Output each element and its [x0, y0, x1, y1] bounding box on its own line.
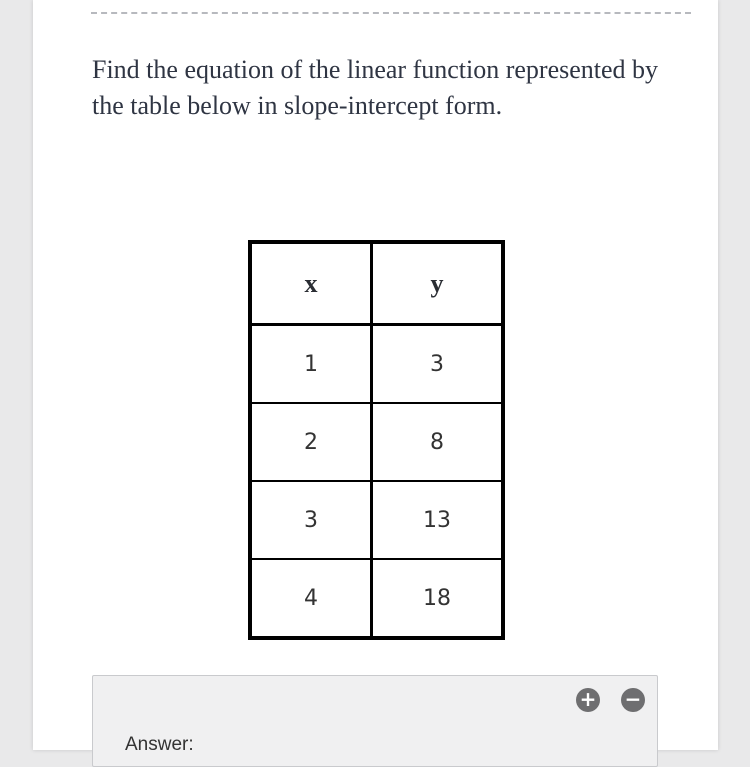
table-row [250, 559, 503, 638]
table-cell-x: 3 [250, 481, 372, 559]
table-row [250, 325, 503, 404]
table-header-row [250, 242, 503, 325]
question-card [33, 0, 718, 755]
table-cell-y: 18 [372, 559, 504, 638]
table-cell-y: 13 [372, 481, 504, 559]
table-cell-y: 8 [372, 403, 504, 481]
question-text: Find the equation of the linear function represented by the table below in slope-intercept form. [92, 55, 659, 120]
minus-circle-icon[interactable]: − [621, 688, 645, 712]
table-cell-x: 2 [250, 403, 372, 481]
data-table [248, 240, 505, 640]
table-cell-y: 3 [372, 325, 504, 404]
answer-label: Answer: [125, 734, 194, 755]
table-header-y: y [372, 242, 504, 325]
table-header-x: x [304, 268, 318, 298]
table-cell-x: 1 [250, 325, 372, 404]
table-cell-x: 4 [250, 559, 372, 638]
table-row [250, 403, 503, 481]
answer-box [92, 675, 658, 767]
table-row [250, 481, 503, 559]
plus-circle-icon[interactable]: + [576, 688, 600, 712]
dashed-divider [91, 12, 691, 14]
